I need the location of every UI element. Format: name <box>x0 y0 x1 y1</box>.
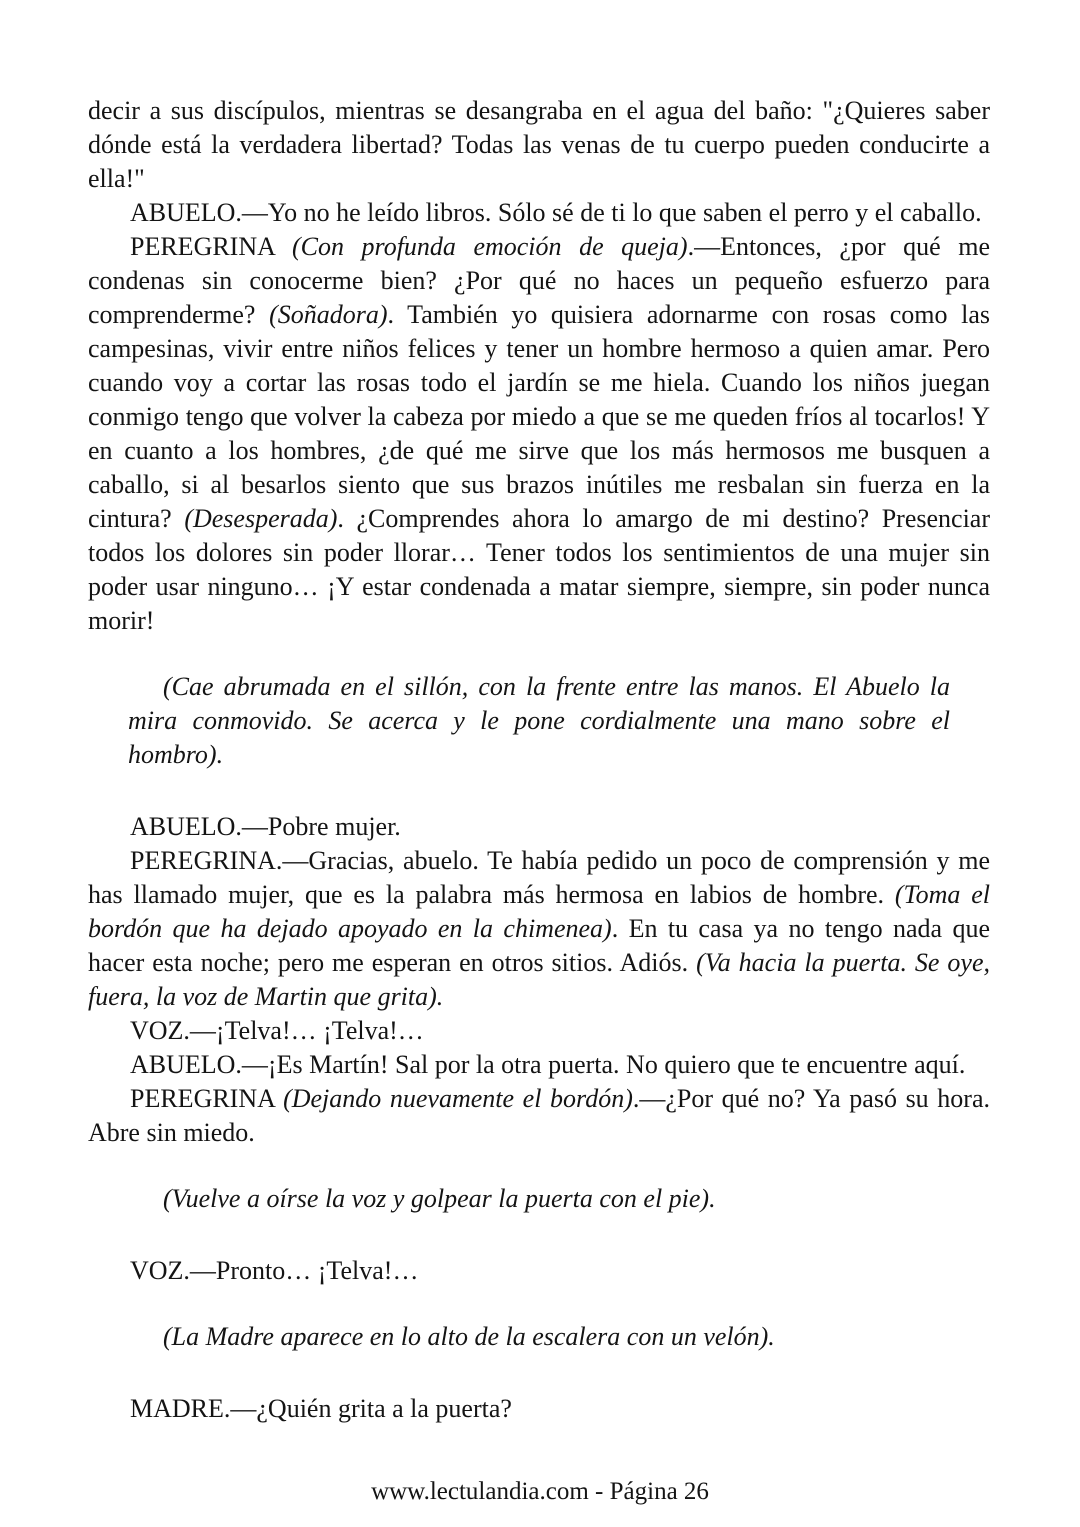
body-text: VOZ.—¡Telva!… ¡Telva!… <box>130 1016 424 1045</box>
body-text: MADRE.—¿Quién grita a la puerta? <box>130 1394 512 1423</box>
stage-direction <box>128 670 950 772</box>
stage-direction <box>128 1320 950 1354</box>
body-text: VOZ.—Pronto… ¡Telva!… <box>130 1256 419 1285</box>
stage-note-text: (Desesperada) <box>184 504 338 533</box>
text-column <box>88 94 990 1426</box>
body-text: ABUELO.—Pobre mujer. <box>130 812 401 841</box>
body-text: . ¿Comprendes ahora lo amargo de mi destino? Presenciar todos los dolores sin poder llorar… Tener todos los sentimientos de una mujer sin poder usar ninguno… ¡Y estar condenada a matar siempre, siempre, sin poder nunca morir! <box>88 504 990 635</box>
dialogue-abuelo <box>88 810 990 844</box>
stage-note-text: (Toma el bordón que ha dejado apoyado en la chimenea) <box>88 880 990 943</box>
body-text: . En tu casa ya no tengo nada que hacer esta noche; pero me esperan en otros sitios. Adiós. <box>88 914 990 977</box>
body-text: ABUELO.—¡Es Martín! Sal por la otra puerta. No quiero que te encuentre aquí. <box>130 1050 966 1079</box>
stage-note-text: (Soñadora) <box>269 300 388 329</box>
dialogue-madre <box>88 1392 990 1426</box>
dialogue-peregrina <box>88 844 990 1014</box>
dialogue-voz <box>88 1014 990 1048</box>
body-text: .—¿Por qué no? Ya pasó su hora. Abre sin miedo. <box>88 1084 990 1147</box>
stage-note-text: (La Madre aparece en lo alto de la escalera con un velón). <box>163 1322 775 1351</box>
page-footer: www.lectulandia.com - Página 26 <box>371 1478 709 1505</box>
body-text: . También yo quisiera adornarme con rosas como las campesinas, vivir entre niños felices y tener un hombre hermoso a quien amar. Pero cuando voy a cortar las rosas todo el jardín se me hiela. Cuando los niños juegan conmigo tengo que volver la cabeza por miedo a que se me queden fríos al tocarlos! Y en cuanto a los hombres, ¿de qué me sirve que los más hermosos me busquen a caballo, si al besarlos siento que sus brazos inútiles me resbalan sin fuerza en la cintura? <box>88 300 990 533</box>
stage-note-text: (Dejando nuevamente el bordón) <box>283 1084 633 1113</box>
dialogue-peregrina <box>88 230 990 638</box>
body-text: ABUELO.—Yo no he leído libros. Sólo sé de ti lo que saben el perro y el caballo. <box>130 198 982 227</box>
stage-note-text: (Va hacia la puerta. Se oye, fuera, la voz de Martin que grita). <box>88 948 990 1011</box>
body-text: PEREGRINA <box>130 232 292 261</box>
dialogue-voz <box>88 1254 990 1288</box>
body-text: .—Entonces, ¿por qué me condenas sin conocerme bien? ¿Por qué no haces un pequeño esfuerzo para comprenderme? <box>88 232 990 329</box>
stage-note-text: (Con profunda emoción de queja) <box>292 232 688 261</box>
stage-direction <box>128 1182 950 1216</box>
body-text: decir a sus discípulos, mientras se desangraba en el agua del baño: "¿Quieres saber dónde está la verdadera libertad? Todas las venas de tu cuerpo pueden conducirte a ella!" <box>88 96 990 193</box>
dialogue-abuelo <box>88 1048 990 1082</box>
body-paragraph <box>88 94 990 196</box>
body-text: PEREGRINA <box>130 1084 284 1113</box>
stage-note-text: (Cae abrumada en el sillón, con la frente entre las manos. El Abuelo la mira conmovido. Se acerca y le pone cordialmente una mano sobre el hombro). <box>128 672 950 769</box>
dialogue-peregrina <box>88 1082 990 1150</box>
dialogue-abuelo <box>88 196 990 230</box>
body-text: PEREGRINA.—Gracias, abuelo. Te había pedido un poco de comprensión y me has llamado mujer, que es la palabra más hermosa en labios de hombre. <box>88 846 990 909</box>
stage-note-text: (Vuelve a oírse la voz y golpear la puerta con el pie). <box>163 1184 716 1213</box>
